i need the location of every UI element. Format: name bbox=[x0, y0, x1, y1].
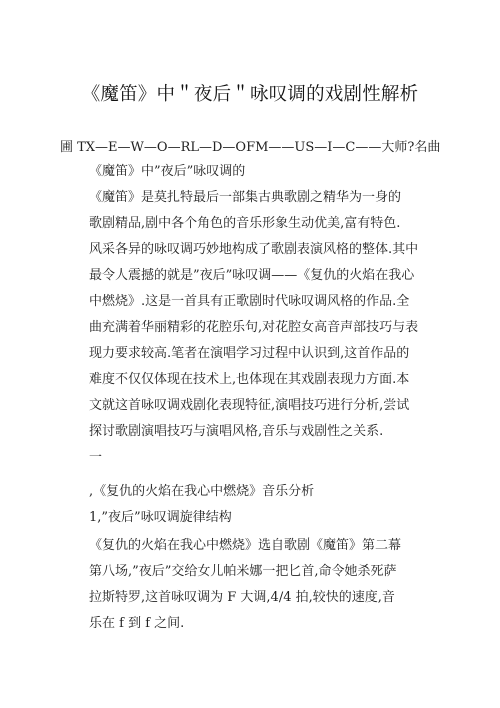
body-line: 歌剧精品,剧中各个角色的音乐形象生动优美,富有特色. bbox=[89, 216, 401, 231]
body-line: 探讨歌剧演唱技巧与演唱风格,音乐与戏剧性之关系. bbox=[89, 424, 384, 439]
body-line: 难度不仅仅体现在技术上,也体现在其戏剧表现力方面.本 bbox=[89, 372, 410, 387]
body-line: 文就这首咏叹调戏剧化表现特征,演唱技巧进行分析,尝试 bbox=[89, 398, 410, 413]
header-line: 圃 TX—E—W—O—RL—D—OFM——US—I—C——大师?名曲 bbox=[60, 140, 441, 155]
body-line: 乐在 f 到 f 之间. bbox=[89, 616, 185, 631]
body-line: 风采各异的咏叹调巧妙地构成了歌剧表演风格的整体.其中 bbox=[89, 242, 419, 257]
body-line: 现力要求较高.笔者在演唱学习过程中认识到,这首作品的 bbox=[89, 346, 410, 361]
body-line: 最令人震撼的就是”夜后”咏叹调——《复仇的火焰在我心 bbox=[89, 268, 415, 283]
subtitle-line: 《魔笛》中”夜后”咏叹调的 bbox=[89, 164, 246, 179]
body-line: 拉斯特罗,这首咏叹调为 F 大调,4/4 拍,较快的速度,音 bbox=[89, 590, 395, 605]
body-line: 曲充满着华丽精彩的花腔乐句,对花腔女高音声部技巧与表 bbox=[89, 320, 419, 335]
document-title: 《魔笛》中＂夜后＂咏叹调的戏剧性解析 bbox=[81, 84, 419, 105]
section-number: 一 bbox=[89, 450, 103, 465]
body-line: 中燃烧》.这是一首具有正歌剧时代咏叹调风格的作品.全 bbox=[89, 294, 410, 309]
subsection-heading: 1,”夜后”咏叹调旋律结构 bbox=[89, 510, 232, 525]
body-line: 《复仇的火焰在我心中燃烧》选自歌剧《魔笛》第二幕 bbox=[89, 538, 402, 553]
section-heading: ,《复仇的火焰在我心中燃烧》音乐分析 bbox=[89, 484, 315, 499]
body-line: 《魔笛》是莫扎特最后一部集古典歌剧之精华为一身的 bbox=[89, 190, 402, 205]
body-line: 第八场,”夜后”交给女儿帕米娜一把匕首,命令她杀死萨 bbox=[89, 564, 397, 579]
